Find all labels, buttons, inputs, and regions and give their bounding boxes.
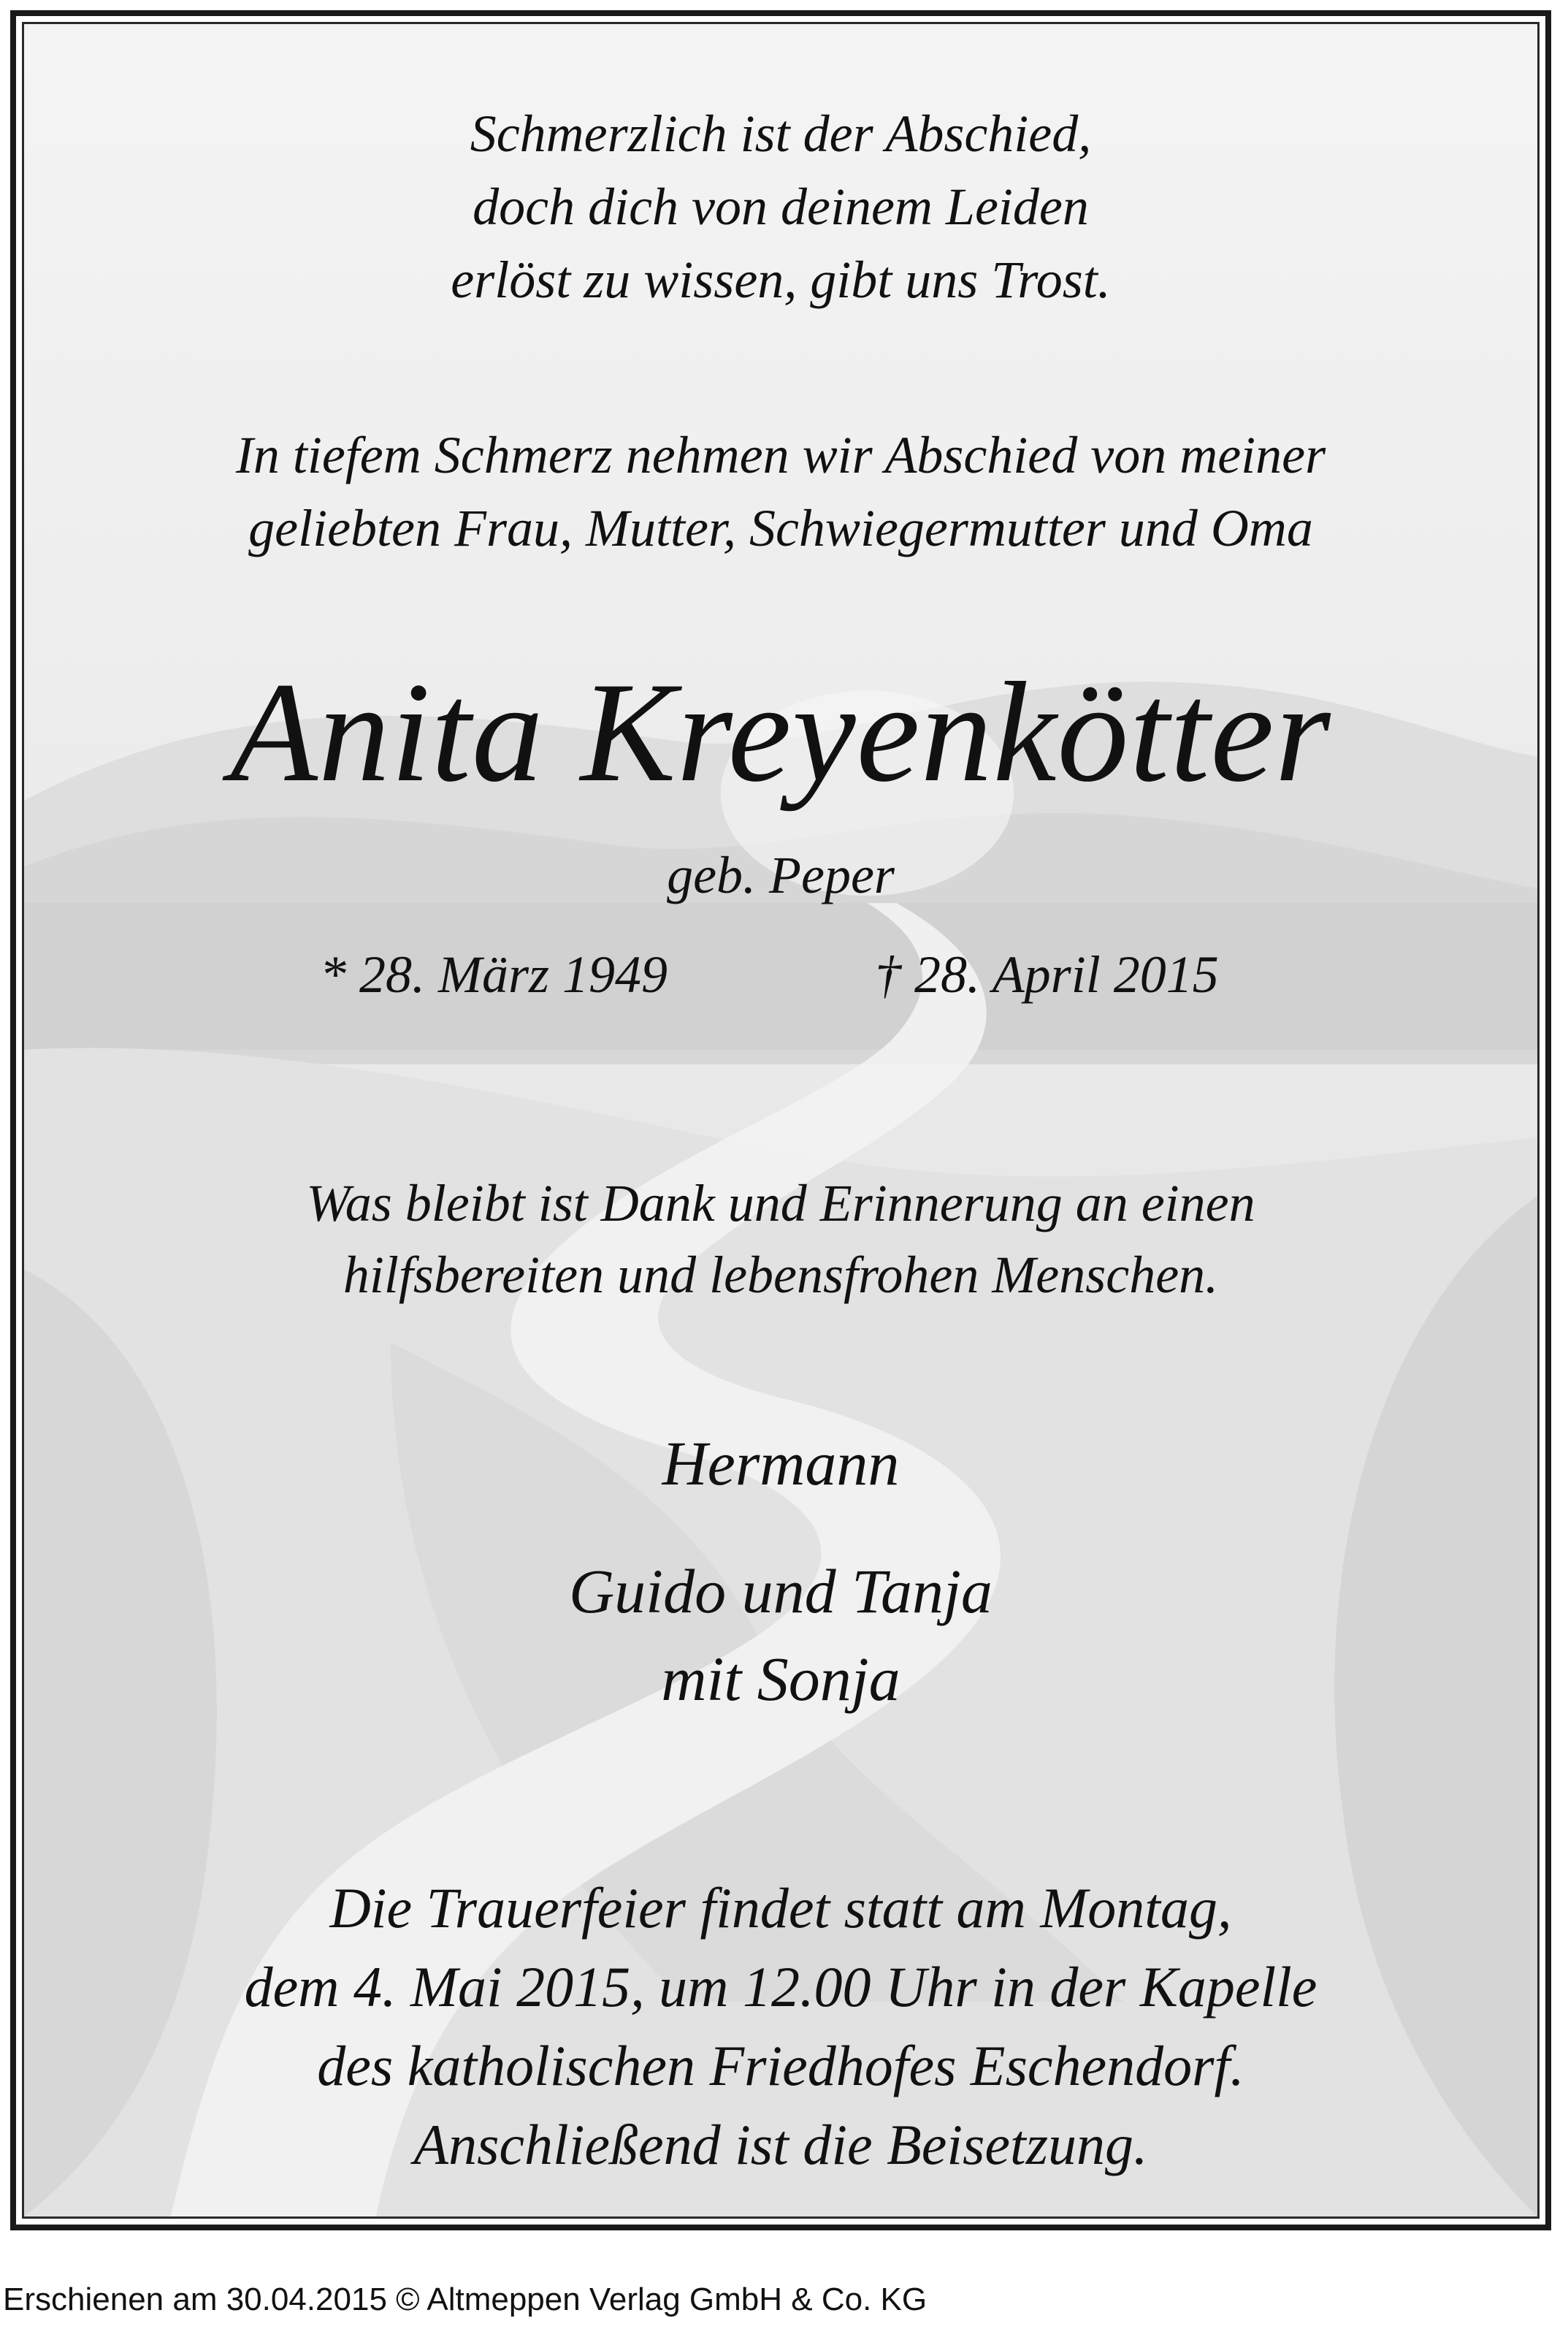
deceased-name: Anita Kreyenkötter xyxy=(230,653,1331,812)
service-line: dem 4. Mai 2015, um 12.00 Uhr in der Kapelle xyxy=(244,1955,1317,2019)
mourner-husband: Hermann xyxy=(662,1428,900,1498)
memory-line: hilfsbereiten und lebensfrohen Menschen. xyxy=(343,1246,1219,1304)
memory-line: Was bleibt ist Dank und Erinnerung an einen xyxy=(306,1174,1255,1232)
memory-text xyxy=(24,1167,1537,1311)
death-date: † 28. April 2015 xyxy=(875,945,1219,1004)
intro-line: geliebten Frau, Mutter, Schwiegermutter und Oma xyxy=(248,499,1313,557)
mourner-line: Guido und Tanja xyxy=(569,1556,993,1626)
verse-line: erlöst zu wissen, gibt uns Trost. xyxy=(451,251,1111,309)
intro-line: In tiefem Schmerz nehmen wir Abschied von meiner xyxy=(235,426,1326,484)
maiden-name: geb. Peper xyxy=(667,846,895,904)
mourner-children xyxy=(24,1547,1537,1723)
verse-line: doch dich von deinem Leiden xyxy=(473,178,1089,236)
service-line: des katholischen Friedhofes Eschendorf. xyxy=(317,2034,1244,2097)
verse xyxy=(24,97,1537,316)
obituary-frame xyxy=(10,10,1551,2230)
intro-text xyxy=(24,419,1537,565)
obituary-inner-border xyxy=(22,22,1540,2219)
birth-date: * 28. März 1949 xyxy=(320,945,668,1004)
publication-footer: Erschienen am 30.04.2015 © Altmeppen Verlag GmbH & Co. KG xyxy=(3,2282,928,2317)
verse-line: Schmerzlich ist der Abschied, xyxy=(470,104,1092,163)
mourner-line: mit Sonja xyxy=(661,1644,900,1714)
funeral-service-notice xyxy=(24,1869,1537,2184)
service-line: Die Trauerfeier findet statt am Montag, xyxy=(329,1876,1232,1940)
service-line: Anschließend ist die Beisetzung. xyxy=(413,2113,1148,2176)
